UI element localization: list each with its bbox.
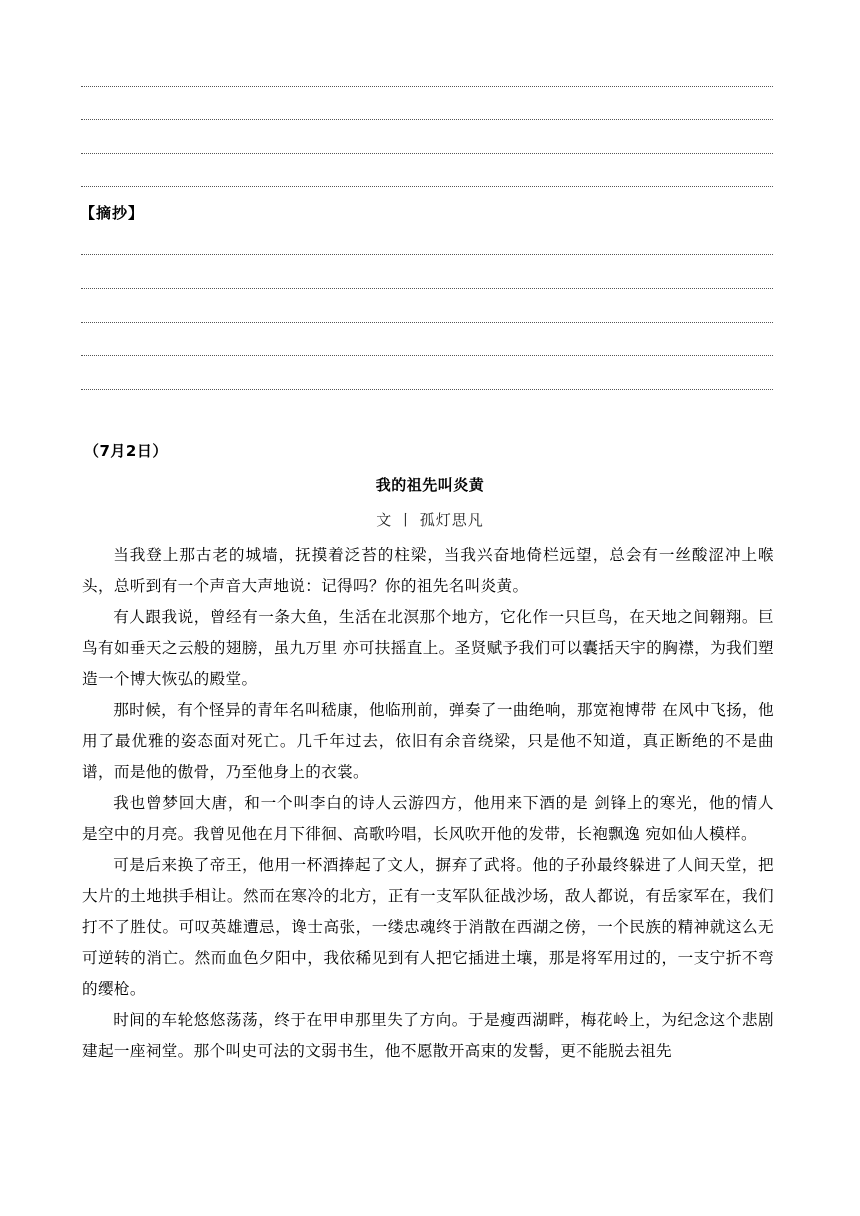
paragraph: 有人跟我说，曾经有一条大鱼，生活在北溟那个地方，它化作一只巨鸟，在天地之间翱翔。巨鸟有如垂天之云般的翅膀，虽九万里 亦可扶摇直上。圣贤赋予我们可以囊括天宇的胸襟，为我们塑造一个博大恢弘的殿堂。 [82,608,774,688]
paragraph: 我也曾梦回大唐，和一个叫李白的诗人云游四方，他用来下酒的是 剑锋上的寒光，他的情人 是空中的月亮。我曾见他在月下徘徊、高歌吟唱，长风吹开他的发带，长袍飘逸 宛如仙人模样。 [82,794,774,843]
writing-line [81,322,773,323]
writing-line [81,288,773,289]
writing-line [81,119,773,120]
date-label: （7月2日） [84,442,168,460]
paragraph: 时间的车轮悠悠荡荡，终于在甲申那里失了方向。于是瘦西湖畔，梅花岭上，为纪念这个悲剧 建起一座祠堂。那个叫史可法的文弱书生，他不愿散开高束的发髻，更不能脱去祖先 [82,1011,774,1060]
writing-line [81,355,773,356]
article-byline: 文 丨 孤灯思凡 [376,511,484,529]
writing-line [81,389,773,390]
article-title: 我的祖先叫炎黄 [375,476,485,494]
paragraph: 可是后来换了帝王，他用一杯酒捧起了文人，摒弃了武将。他的子孙最终躲进了人间天堂，把大片的土地拱手相让。然而在寒冷的北方，正有一支军队征战沙场，敌人都说，有岳家军在，我们打不了胜仗。可叹英雄遭忌，谗士高张，一缕忠魂终于消散在西湖之傍，一个民族的精神就这么无可逆转的消亡。然而血色夕阳中，我依稀见到有人把它插进土壤，那是将军用过的，一支宁折不弯的缨枪。 [82,856,774,998]
writing-line [81,153,773,154]
writing-line [81,86,773,87]
writing-line [81,186,773,187]
section-heading: 【摘抄】 [80,204,145,222]
article-body [82,540,774,1067]
paragraph: 当我登上那古老的城墙，抚摸着泛苔的柱梁，当我兴奋地倚栏远望，总会有一丝酸涩冲上喉头，总听到有一个声音大声地说：记得吗？你的祖先名叫炎黄。 [82,546,774,595]
writing-line [81,254,773,255]
paragraph: 那时候，有个怪异的青年名叫嵇康，他临刑前，弹奏了一曲绝响，那宽袍博带 在风中飞扬，他用了最优雅的姿态面对死亡。几千年过去，依旧有余音绕梁，只是他不知道，真正断绝的不是曲谱，而是他的傲骨，乃至他身上的衣裳。 [82,701,774,781]
